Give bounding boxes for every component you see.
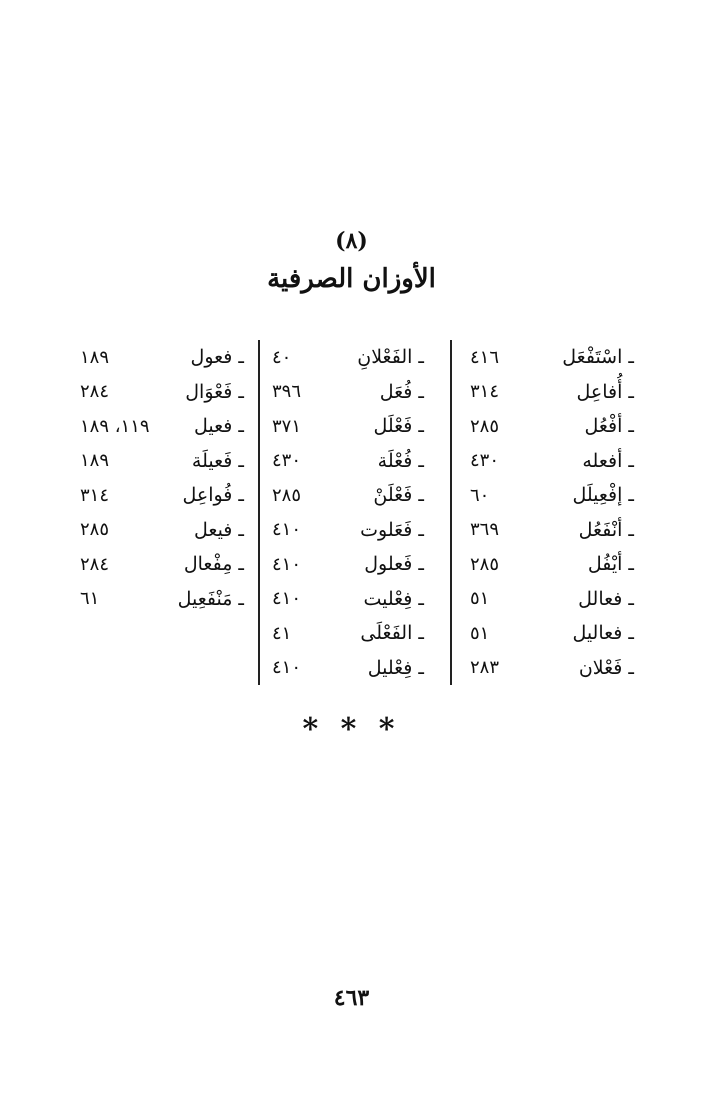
page-reference: ٣١٤ <box>470 381 500 403</box>
pattern-term: ـ فَعْوَال <box>185 381 244 403</box>
index-entry <box>452 478 642 513</box>
index-entry <box>72 582 258 617</box>
index-entry <box>72 547 258 582</box>
pattern-term: ـ أفْعُل <box>584 415 634 437</box>
page-reference: ٣٩٦ <box>272 381 302 403</box>
page-reference: ٣١٤ <box>80 484 110 506</box>
pattern-term: ـ فُعَل <box>380 381 424 403</box>
pattern-term: ـ إفْعِيلَل <box>572 484 634 506</box>
pattern-term: ـ فَعْلَنْ <box>373 484 424 506</box>
section-title: الأوزان الصرفية <box>267 264 436 294</box>
index-entry <box>260 616 450 651</box>
page-reference: ١٨٩ <box>80 450 110 472</box>
pattern-term: ـ فَعْلَل <box>373 415 424 437</box>
pattern-term: ـ فعاليل <box>572 622 634 644</box>
pattern-term: ـ فعالل <box>578 588 634 610</box>
pattern-term: ـ فَعْلان <box>579 657 634 679</box>
index-entry <box>260 513 450 548</box>
index-entry <box>260 444 450 479</box>
index-entry <box>260 547 450 582</box>
pattern-term: ـ أفعله <box>582 450 634 472</box>
pattern-term: ـ فَعلول <box>364 553 424 575</box>
pattern-term: ـ الفَعْلانِ <box>357 346 424 368</box>
page-reference: ٦٠ <box>470 484 490 506</box>
pattern-term: ـ فُعْلَة <box>378 450 424 472</box>
pattern-term: ـ فُواعِل <box>182 484 244 506</box>
pattern-term: ـ فَعَلوت <box>360 519 424 541</box>
index-entry <box>452 375 642 410</box>
index-entry <box>452 651 642 686</box>
page-reference: ٢٨٤ <box>80 553 110 575</box>
page-reference: ٤١٠ <box>272 519 302 541</box>
pattern-term: ـ الفَعْلَى <box>360 622 424 644</box>
pattern-term: ـ فَعيلَة <box>192 450 244 472</box>
index-column-2 <box>258 340 452 685</box>
page-reference: ٣٦٩ <box>470 519 500 541</box>
page-reference: ١٨٩ <box>80 346 110 368</box>
pattern-term: ـ فعيل <box>194 415 244 437</box>
index-entry <box>452 547 642 582</box>
pattern-term: ـ أُفاعِل <box>577 381 635 403</box>
index-entry <box>72 444 258 479</box>
page-number: ٤٦٣ <box>333 985 370 1011</box>
index-entry <box>72 340 258 375</box>
page-reference: ٤٣٠ <box>470 450 500 472</box>
index-entry <box>260 340 450 375</box>
index-column-1 <box>452 340 642 685</box>
pattern-term: ـ فيعل <box>194 519 244 541</box>
index-entry <box>72 375 258 410</box>
index-entry <box>260 582 450 617</box>
page-reference: ٢٨٥ <box>80 519 110 541</box>
morphological-patterns-index <box>72 340 642 685</box>
page-reference: ٢٨٥ <box>272 484 302 506</box>
page-reference: ٥١ <box>470 588 490 610</box>
page-reference: ٤١٠ <box>272 588 302 610</box>
pattern-term: ـ مِفْعال <box>184 553 244 575</box>
page-reference: ٣٧١ <box>272 415 302 437</box>
index-entry <box>72 409 258 444</box>
page-reference: ٤٠ <box>272 346 292 368</box>
page-reference: ٤١ <box>272 622 292 644</box>
index-entry <box>72 513 258 548</box>
index-entry <box>452 444 642 479</box>
index-column-3 <box>72 340 258 685</box>
section-number: (٨) <box>335 228 368 254</box>
index-entry <box>260 651 450 686</box>
index-entry <box>260 375 450 410</box>
pattern-term: ـ فِعْليت <box>363 588 424 610</box>
index-entry <box>452 340 642 375</box>
pattern-term: ـ فِعْليل <box>368 657 424 679</box>
page-reference: ٤١٠ <box>272 553 302 575</box>
page-reference: ٥١ <box>470 622 490 644</box>
pattern-term: ـ فعول <box>191 346 244 368</box>
index-entry <box>452 409 642 444</box>
pattern-term: ـ اسْتَفْعَل <box>562 346 634 368</box>
page-reference: ٢٨٥ <box>470 553 500 575</box>
section-separator: * * * <box>302 712 401 747</box>
index-entry <box>260 409 450 444</box>
index-entry <box>452 616 642 651</box>
index-entry <box>72 478 258 513</box>
page-reference: ١١٩، ١٨٩ <box>80 415 150 437</box>
page-reference: ٤١٦ <box>470 346 500 368</box>
index-entry <box>260 478 450 513</box>
page-reference: ٢٨٥ <box>470 415 500 437</box>
pattern-term: ـ مَنْفَعِيل <box>178 588 244 610</box>
index-entry <box>452 582 642 617</box>
page-reference: ٢٨٤ <box>80 381 110 403</box>
page-reference: ٤١٠ <box>272 657 302 679</box>
page-reference: ٦١ <box>80 588 100 610</box>
pattern-term: ـ أيْفُل <box>588 553 634 575</box>
index-entry <box>452 513 642 548</box>
pattern-term: ـ أنْفَعُل <box>579 519 634 541</box>
page-reference: ٤٣٠ <box>272 450 302 472</box>
page-reference: ٢٨٣ <box>470 657 500 679</box>
